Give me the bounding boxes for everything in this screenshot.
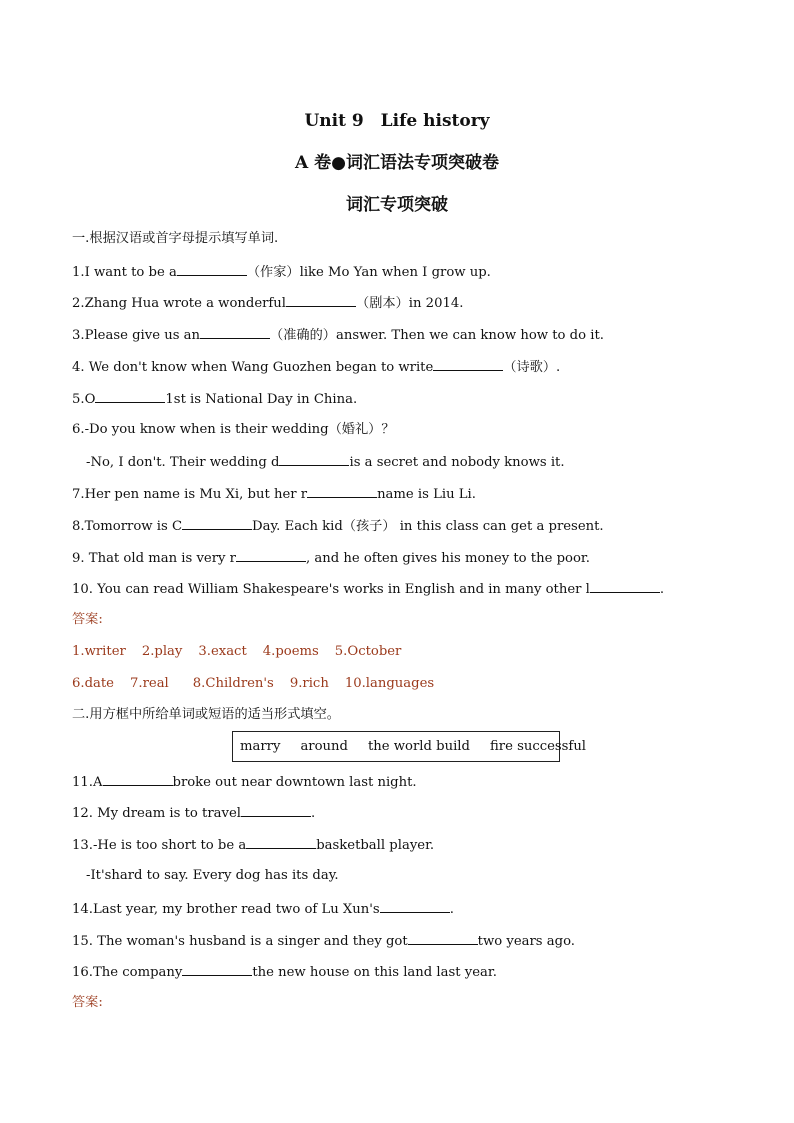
answer-10: 10.languages bbox=[344, 676, 435, 691]
word-box-item: marry bbox=[240, 739, 281, 754]
word-box-item: the world build bbox=[367, 739, 470, 754]
part2-heading: 二.用方框中所给单词或短语的适当形式填空。 bbox=[72, 707, 340, 722]
answer-4: 4.poems bbox=[262, 644, 319, 659]
q16-text-b: the new house on this land last year. bbox=[252, 965, 497, 980]
unit-title: Unit 9 Life history bbox=[304, 111, 490, 131]
q11-blank bbox=[103, 772, 173, 786]
question-4 bbox=[72, 357, 560, 377]
answer-8: 8.Children's bbox=[192, 676, 274, 691]
q14-text-b: . bbox=[449, 902, 454, 917]
question-5 bbox=[72, 389, 357, 409]
question-11 bbox=[72, 772, 417, 792]
q2-blank bbox=[286, 293, 356, 307]
question-10 bbox=[72, 579, 664, 599]
q11-text-a: 11.A bbox=[72, 775, 103, 790]
word-box-item: fire successful bbox=[489, 739, 587, 754]
word-box-item: around bbox=[300, 739, 348, 754]
part2-answer-label: 答案: bbox=[72, 995, 103, 1010]
question-3 bbox=[72, 325, 604, 345]
section-title: 词汇专项突破 bbox=[346, 195, 448, 215]
q9-blank bbox=[236, 548, 306, 562]
question-13-reply: -It'shard to say. Every dog has its day. bbox=[86, 868, 339, 883]
q6-text-b: is a secret and nobody knows it. bbox=[349, 455, 565, 470]
q5-text-b: 1st is National Day in China. bbox=[165, 392, 358, 407]
part1-answer-label: 答案: bbox=[72, 612, 103, 627]
q3-blank bbox=[200, 325, 270, 339]
q14-blank bbox=[380, 899, 450, 913]
q15-text-a: 15. The woman's husband is a singer and they got bbox=[72, 934, 408, 949]
question-8 bbox=[72, 516, 604, 536]
question-2 bbox=[72, 293, 463, 313]
q4-text-a: 4. We don't know when Wang Guozhen began to write bbox=[72, 360, 434, 375]
q3-text-b: （准确的）answer. Then we can know how to do it. bbox=[270, 328, 604, 343]
q7-blank bbox=[307, 484, 377, 498]
q10-blank bbox=[590, 579, 660, 593]
answer-3: 3.exact bbox=[198, 644, 247, 659]
q11-text-b: broke out near downtown last night. bbox=[172, 775, 417, 790]
q8-text-b: Day. Each kid（孩子） in this class can get a present. bbox=[252, 519, 604, 534]
answer-7: 7.real bbox=[130, 676, 169, 691]
question-12 bbox=[72, 803, 315, 823]
q14-text-a: 14.Last year, my brother read two of Lu Xun's bbox=[72, 902, 380, 917]
q2-text-b: （剧本）in 2014. bbox=[356, 296, 464, 311]
q8-blank bbox=[182, 516, 252, 530]
answer-2: 2.play bbox=[141, 644, 183, 659]
q15-blank bbox=[408, 931, 478, 945]
q3-text-a: 3.Please give us an bbox=[72, 328, 201, 343]
question-14 bbox=[72, 899, 454, 919]
q6-blank bbox=[279, 452, 349, 466]
question-13 bbox=[72, 835, 434, 855]
answer-5: 5.October bbox=[334, 644, 402, 659]
paper-subtitle: A 卷●词汇语法专项突破卷 bbox=[295, 153, 499, 173]
answer-1: 1.writer bbox=[72, 644, 126, 659]
word-box bbox=[232, 731, 587, 762]
q10-text-b: . bbox=[659, 582, 665, 597]
question-7 bbox=[72, 484, 476, 504]
q1-blank bbox=[177, 262, 247, 276]
answers-row-2 bbox=[72, 675, 434, 693]
q12-text-b: . bbox=[310, 806, 316, 821]
q13-text-b: basketball player. bbox=[316, 838, 435, 853]
part1-heading: 一.根据汉语或首字母提示填写单词. bbox=[72, 231, 279, 246]
q4-blank bbox=[433, 357, 503, 371]
answer-6: 6.date bbox=[72, 676, 114, 691]
question-6: 6.-Do you know when is their wedding（婚礼）？ bbox=[72, 422, 395, 437]
question-15 bbox=[72, 931, 575, 951]
q7-text-b: name is Liu Li. bbox=[377, 487, 476, 502]
question-9 bbox=[72, 548, 590, 568]
q13-blank bbox=[246, 835, 316, 849]
q9-text-a: 9. That old man is very r bbox=[72, 551, 236, 566]
question-1 bbox=[72, 262, 491, 282]
q12-text-a: 12. My dream is to travel bbox=[72, 806, 241, 821]
question-16 bbox=[72, 962, 497, 982]
q6-text-a: -No, I don't. Their wedding d bbox=[86, 455, 280, 470]
q9-text-b: , and he often gives his money to the poor. bbox=[305, 551, 590, 566]
q12-blank bbox=[241, 803, 311, 817]
q4-text-b: （诗歌）. bbox=[503, 360, 561, 375]
answers-row-1 bbox=[72, 643, 401, 661]
q7-text-a: 7.Her pen name is Mu Xi, but her r bbox=[72, 487, 308, 502]
q5-text-a: 5.O bbox=[72, 392, 96, 407]
answer-9: 9.rich bbox=[289, 676, 329, 691]
q13-text-a: 13.-He is too short to be a bbox=[72, 838, 247, 853]
q8-text-a: 8.Tomorrow is C bbox=[72, 519, 183, 534]
q1-text-b: （作家）like Mo Yan when I grow up. bbox=[246, 265, 491, 280]
question-6-reply bbox=[86, 452, 565, 472]
q1-text-a: 1.I want to be a bbox=[72, 265, 177, 280]
q2-text-a: 2.Zhang Hua wrote a wonderful bbox=[72, 296, 287, 311]
q5-blank bbox=[95, 389, 165, 403]
q16-text-a: 16.The company bbox=[72, 965, 183, 980]
q10-text-a: 10. You can read William Shakespeare's works in English and in many other l bbox=[72, 582, 590, 597]
q16-blank bbox=[182, 962, 252, 976]
q15-text-b: two years ago. bbox=[477, 934, 575, 949]
